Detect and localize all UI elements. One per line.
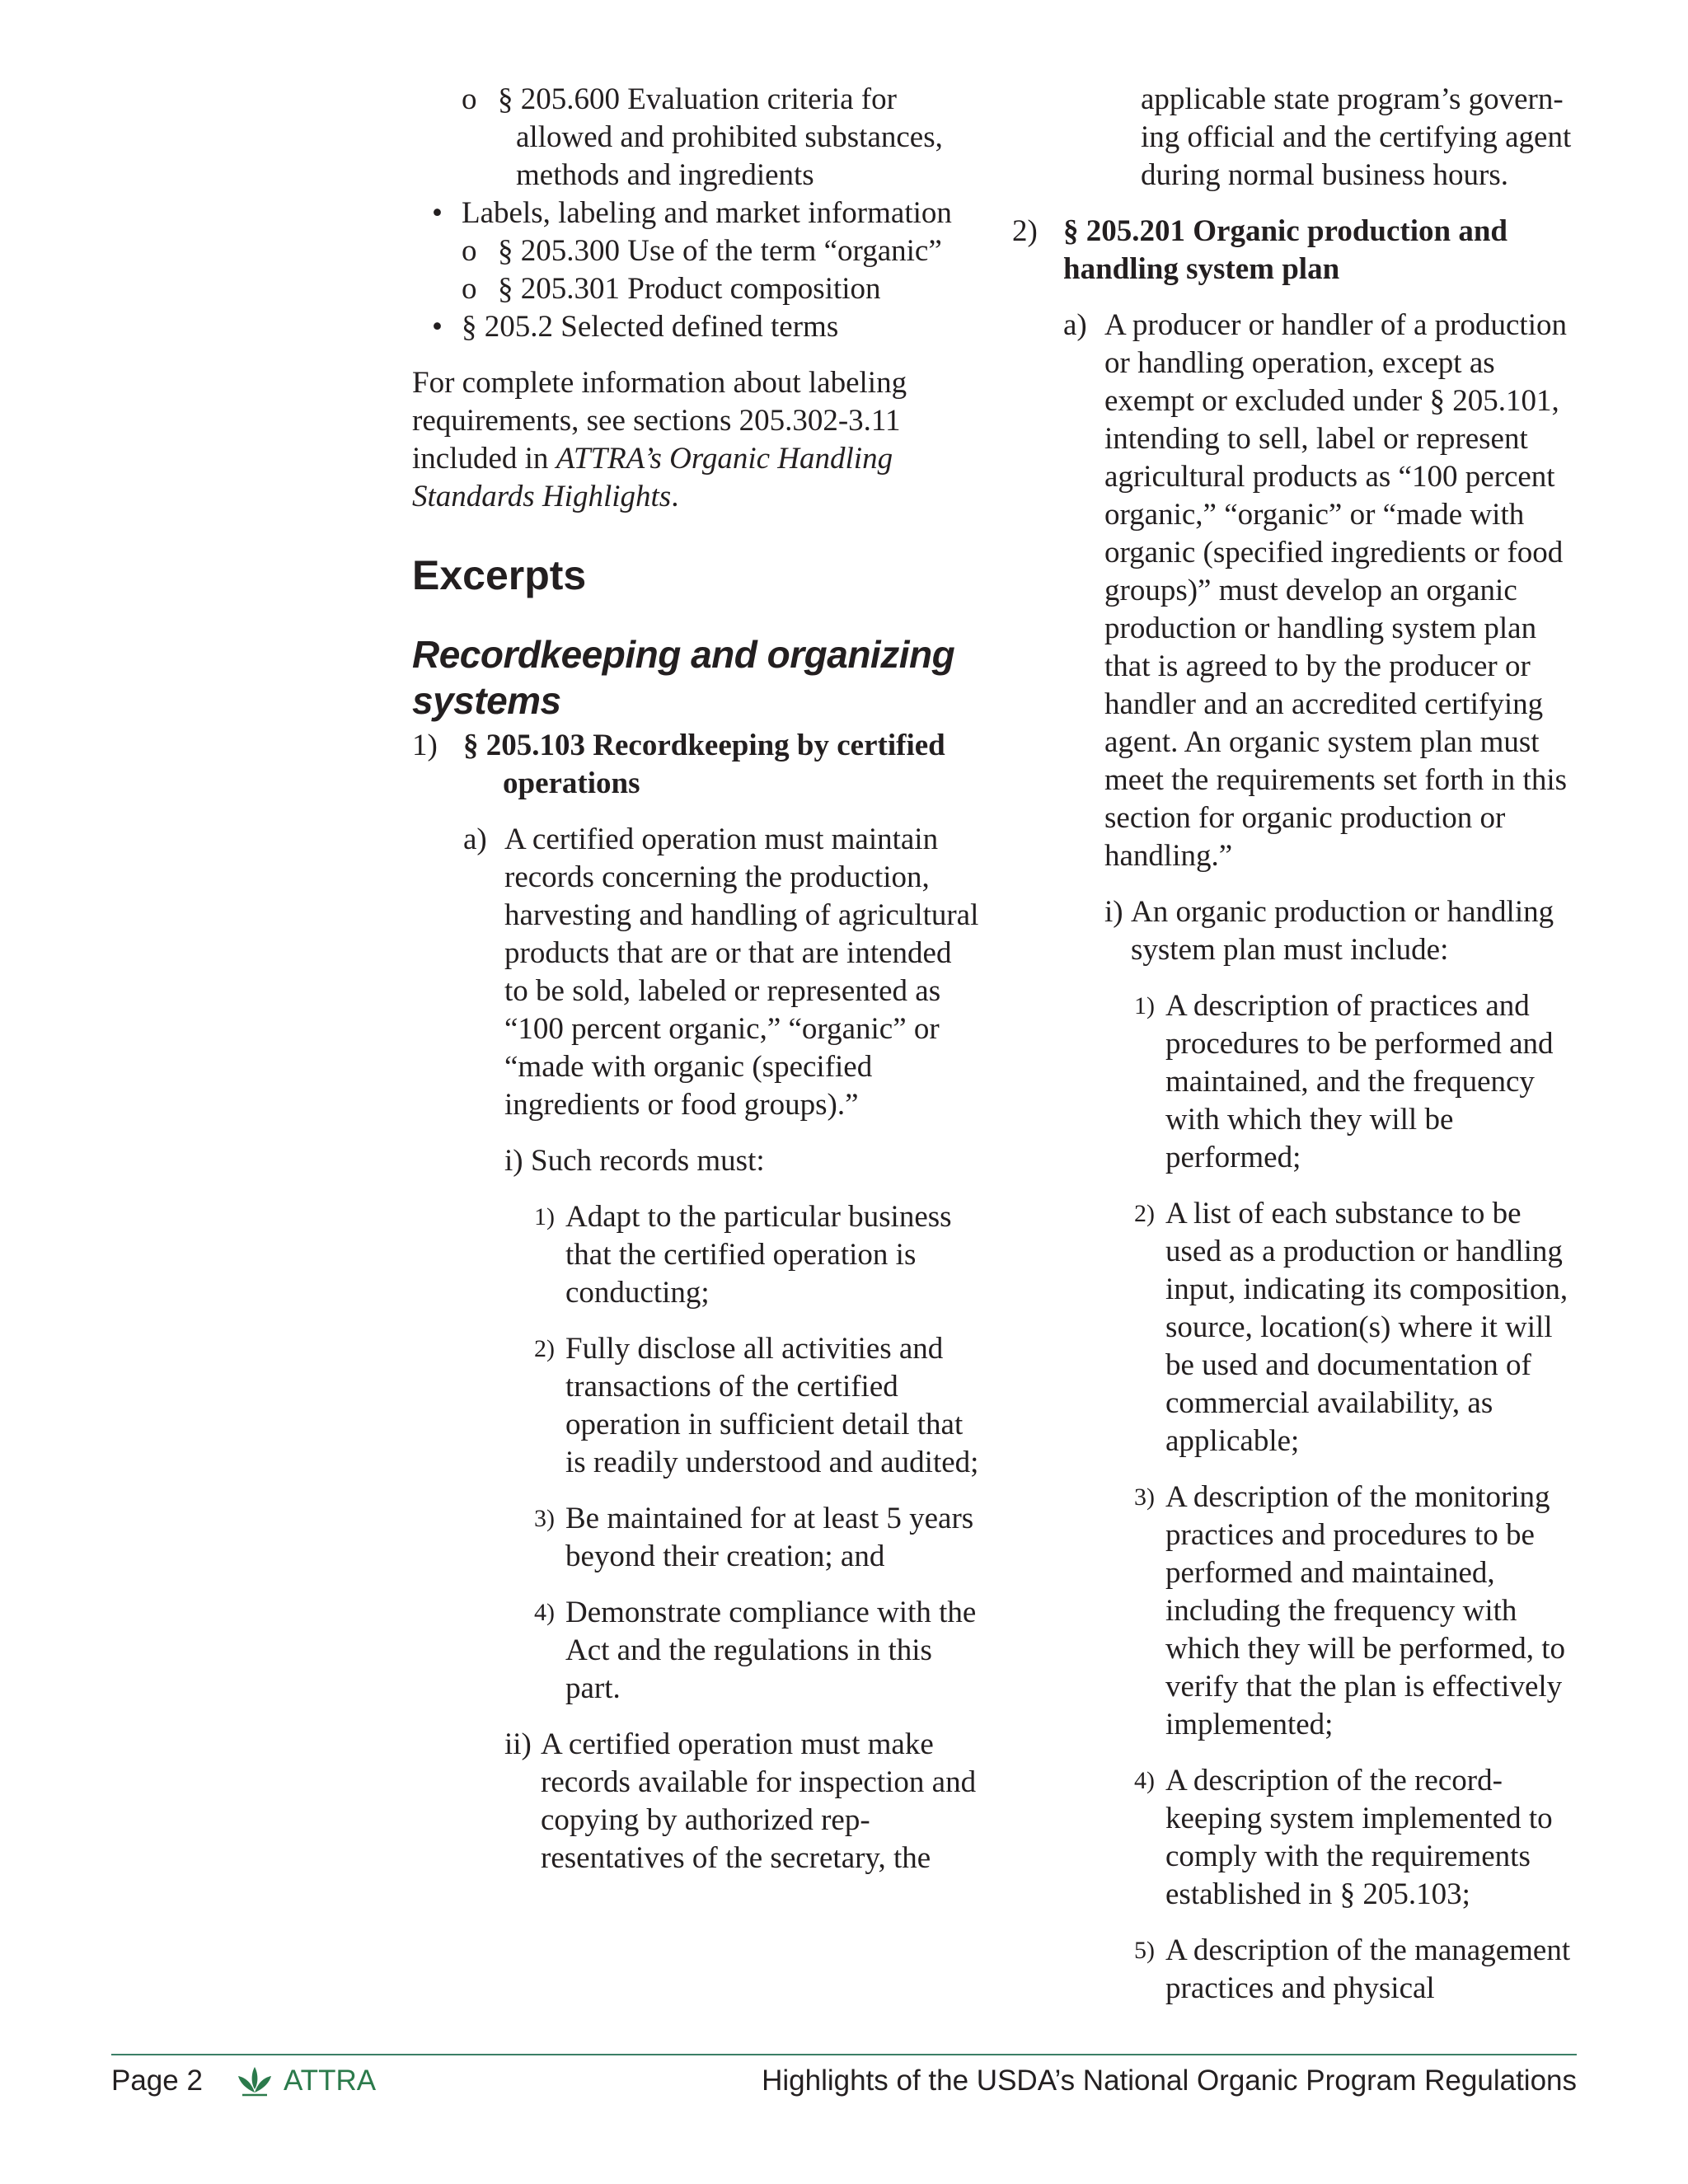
- list-item: [412, 308, 981, 346]
- item-text: Demonstrate compliance with the Act and the regulations in this part.: [565, 1596, 977, 1705]
- list-marker: o: [462, 272, 477, 306]
- section-number: 1): [412, 729, 438, 762]
- numbered-item: [1012, 1762, 1581, 1914]
- numbered-item: [1012, 1479, 1581, 1744]
- clause-marker: i): [504, 1144, 523, 1178]
- left-column: [412, 81, 981, 1877]
- item-number: 3): [1134, 1483, 1155, 1511]
- clause-marker: ii): [504, 1727, 532, 1761]
- clause-text: A producer or handler of a production or handling operation, except as exempt or excluded under § 205.101, intending to sell, label or represent agricultural products as “100 percent organic,” “organic” or “made with organic (specified ingredients or food groups)” must develop an organic production or handling system plan that is agreed to by the producer or handler and an accredited certifying agent. An organic system plan must meet the requirements set forth in this section for organic production or handling.”: [1104, 308, 1568, 873]
- item-text: A description of practices and procedures to be performed and maintained, and the frequency with which they will be performed;: [1165, 989, 1554, 1174]
- numbered-item: [1012, 987, 1581, 1177]
- clause-text: A certified operation must make records available for inspection and copying by authorized representatives of the secretary, the: [541, 1727, 977, 1875]
- numbered-item: [412, 1198, 981, 1312]
- clause-text: A certified operation must maintain records concerning the production, harvesting and handling of agricultural products that are or that are intended to be sold, labeled or represented as “100 percent organic,” “organic” or “made with organic (specified ingredients or food groups).”: [504, 823, 979, 1122]
- excerpts-heading: Excerpts: [412, 552, 587, 598]
- list-text: § 205.600 Evaluation criteria for allowed and prohibited substances, methods and ingredients: [498, 82, 943, 192]
- item-number: 5): [1134, 1937, 1155, 1964]
- clause-ii: [412, 1726, 981, 1877]
- numbered-item: [1012, 1195, 1581, 1460]
- section-title: § 205.103 Recordkeeping by certified operations: [463, 729, 945, 800]
- numbered-item: [412, 1500, 981, 1576]
- item-number: 3): [534, 1505, 555, 1532]
- item-text: Adapt to the particular business that the certified operation is conducting;: [565, 1200, 952, 1310]
- section-heading: [412, 727, 981, 803]
- clause-marker: a): [1063, 308, 1087, 342]
- list-marker: •: [432, 310, 443, 344]
- section-heading: [1012, 213, 1581, 288]
- section-subheading: Recordkeeping and organizing systems: [412, 633, 955, 722]
- item-text: A description of the monitoring practices and procedures to be performed and maintained, including the frequency with which they will be performed, to verify that the plan is effectively implemented;: [1165, 1480, 1565, 1741]
- attra-leaf-icon: [236, 2064, 274, 2097]
- list-item: [412, 270, 981, 308]
- list-text: § 205.301 Product composition: [498, 272, 881, 306]
- numbered-item: [1012, 1932, 1581, 2008]
- info-paragraph: [412, 364, 981, 516]
- list-item: [412, 232, 981, 270]
- list-text: Labels, labeling and market information: [462, 196, 952, 230]
- clause-marker: a): [463, 823, 487, 856]
- item-number: 1): [1134, 992, 1155, 1019]
- clause-marker: i): [1104, 895, 1123, 929]
- item-number: 2): [1134, 1200, 1155, 1227]
- footer-divider: [111, 2054, 1577, 2055]
- footer-left: [111, 2062, 376, 2100]
- page-number: Page 2: [111, 2064, 203, 2097]
- item-number: 2): [534, 1335, 555, 1362]
- continuation-text: applicable state program’s governing official and the certifying agent during normal business hours.: [1141, 82, 1572, 192]
- list-item: [412, 81, 981, 194]
- item-text: A description of the management practices and physical: [1165, 1933, 1571, 2005]
- info-suffix: .: [671, 480, 679, 513]
- list-marker: •: [432, 196, 443, 230]
- clause-i: [412, 1142, 981, 1180]
- numbered-item: [412, 1594, 981, 1708]
- attra-brand: ATTRA: [283, 2064, 377, 2097]
- info-citation: ATTRA’s Organic Handling Standards Highlights: [412, 442, 893, 513]
- item-number: 1): [534, 1203, 555, 1230]
- item-text: A description of the recordkeeping system implemented to comply with the requirements established in § 205.103;: [1165, 1764, 1553, 1911]
- clause-text: An organic production or handling system plan must include:: [1131, 895, 1554, 967]
- clause-i: [1012, 893, 1581, 969]
- right-column: [1012, 81, 1581, 2008]
- list-text: § 205.2 Selected defined terms: [462, 310, 839, 344]
- list-item: [412, 194, 981, 232]
- list-marker: o: [462, 234, 477, 268]
- top-list: [412, 81, 981, 346]
- item-number: 4): [534, 1599, 555, 1626]
- section-title: § 205.201 Organic production and handling system plan: [1063, 214, 1507, 286]
- item-text: Be maintained for at least 5 years beyond their creation; and: [565, 1502, 974, 1573]
- footer-title: Highlights of the USDA’s National Organic Program Regulations: [762, 2064, 1577, 2097]
- list-text: § 205.300 Use of the term “organic”: [498, 234, 942, 268]
- item-number: 4): [1134, 1767, 1155, 1794]
- numbered-item: [412, 1330, 981, 1482]
- item-text: Fully disclose all activities and transactions of the certified operation in sufficient detail that is readily understood and audited;: [565, 1332, 979, 1479]
- item-text: A list of each substance to be used as a production or handling input, indicating its composition, source, location(s) where it will be used and documentation of commercial availability, as applicable;: [1165, 1197, 1568, 1458]
- info-text: For complete information about labeling requirements, see sections 205.302-3.11 included in: [412, 366, 907, 476]
- section-number: 2): [1012, 214, 1038, 248]
- clause-a: [1012, 307, 1581, 875]
- clause-text: Such records must:: [531, 1144, 765, 1178]
- clause-a: [412, 821, 981, 1124]
- list-marker: o: [462, 82, 477, 116]
